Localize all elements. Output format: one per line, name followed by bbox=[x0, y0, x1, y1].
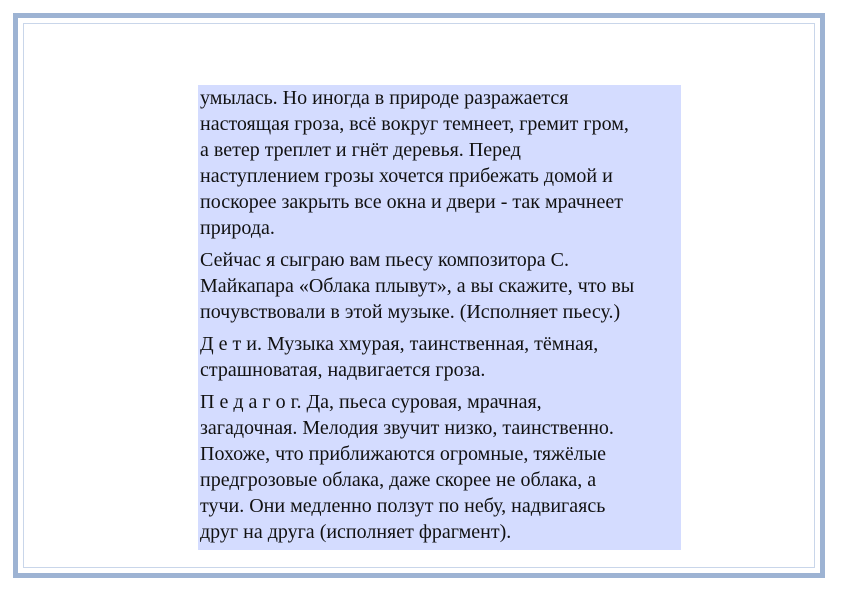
paragraph-teacher-introduction: Сейчас я сыграю вам пьесу композитора С. Майкапара «Облака плывут», а вы скажите, что вы почувствовали в этой музыке. (Исполняет пьесу.) bbox=[200, 249, 635, 323]
paragraph-teacher-comment: П е д а г о г. Да, пьеса суровая, мрачная, загадочная. Мелодия звучит низко, таинственно. Похоже, что приближаются огромные, тяжёлые предгрозовые облака, даже скорее не облака, а тучи. Они медленно ползут по небу, надвигаясь друг на друга (исполняет фрагмент). bbox=[200, 391, 614, 543]
paragraph-storm-description: умылась. Но иногда в природе разражается настоящая гроза, всё вокруг темнеет, гремит гром, а ветер треплет и гнёт деревья. Перед наступлением грозы хочется прибежать домой и поскорее закрыть все окна и двери - так мрачнеет природа. bbox=[200, 87, 629, 239]
text-box bbox=[198, 85, 681, 550]
paragraph-children-answer: Д е т и. Музыка хмурая, таинственная, тёмная, страшноватая, надвигается гроза. bbox=[200, 333, 599, 381]
